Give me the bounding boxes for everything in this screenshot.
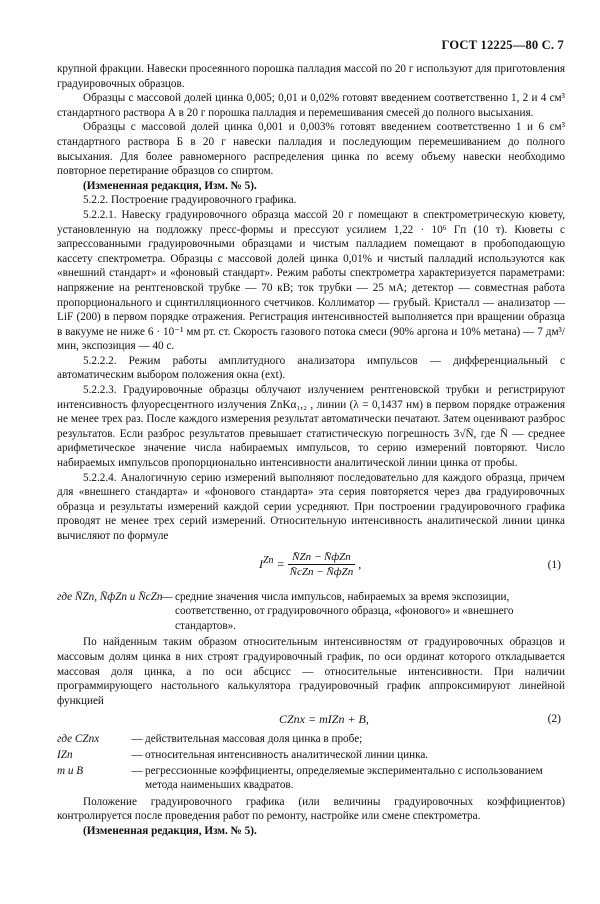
- formula-1: [57, 548, 565, 586]
- formula-1-numerator: N̄Zn − N̄фZn: [288, 550, 356, 566]
- paragraph: 5.2.2.2. Режим работы амплитудного анализатора импульсов — дифференциальный с автоматическим выбором положения окна (ext).: [57, 354, 565, 382]
- paragraph: 5.2.2.3. Градуировочные образцы облучают излучением рентгеновской трубки и регистрируют интенсивность флуоресцентного излучения ZnKα₁,₂ , линии (λ = 0,1437 нм) в первом порядке отражения не менее трех раз. После каждого измерения результат автоматически печатают. Затем оценивают разброс результатов. Если разброс результатов превышает статистическую погрешность 3√N̄, где N̄ — среднее арифметическое значение числа набираемых импульсов, то серию измерений повторяют. Число набираемых импульсов пропорционально интенсивности аналитической линии цинка от пробы.: [57, 384, 565, 470]
- formula-1-denominator: N̄cZn − N̄фZn: [289, 566, 354, 579]
- formula-2-expression: CZnx = mIZn + B,: [279, 712, 369, 727]
- definition-symbol: IZn: [57, 748, 73, 761]
- amendment-note: (Измененная редакция, Изм. № 5).: [83, 179, 257, 192]
- definition-text: действительная массовая доля цинка в пробе;: [145, 733, 363, 746]
- definition-symbol: m и B: [57, 764, 84, 777]
- formula-1-number: (1): [547, 558, 561, 571]
- formula-2-number: (2): [547, 713, 561, 726]
- formula-2: [57, 710, 565, 730]
- page-header: ГОСТ 12225—80 С. 7: [441, 38, 564, 52]
- formula-1-expression: $I^{Zn}$ = $\frac{\text{N̄Zn − N̄фZn}}{\text{N̄cZn − N̄фZn}}$ ,: [259, 550, 362, 579]
- paragraph: Положение градуировочного графика (или величины градуировочных коэффициентов) контролируется после проведения работ по ремонту, настройке или смене спектрометра.: [57, 795, 565, 823]
- definition-text: средние значения числа импульсов, набираемых за время экспозиции, соответственно, от градуировочного образца, «фонового» и «внешнего стандартов».: [175, 590, 514, 632]
- definition-dash: —: [131, 733, 143, 746]
- paragraph: Образцы с массовой долей цинка 0,005; 0,01 и 0,02% готовят введением соответственно 1, 2 и 4 см³ стандартного раствора А в 20 г порошка палладия и перемешивания смесей до полного высыхания.: [57, 92, 565, 119]
- definition-symbol: где N̄Zn, N̄фZn и N̄cZn: [57, 590, 163, 603]
- paragraph: 5.2.2.4. Аналогичную серию измерений выполняют последовательно для каждого образца, причем для «внешнего стандарта» и «фонового стандарта» эта серия повторяется через два градуировочных образца и результаты измерений каждой серии усредняют. При построении градуировочного графика проводят не менее трех серий измерений. Относительную интенсивность аналитической линии цинка вычисляют по формуле: [57, 471, 565, 542]
- paragraph: 5.2.2.1. Навеску градуировочного образца массой 20 г помещают в спектрометрическую кювету, установленную на подложку пресс-формы и прессуют усилием 1,22 · 10⁶ Гп (10 т). Кюветы с запрессованными градуировочными образцами и чистым палладием помещают в пробоподающую кассету спектрометра. Образцы с массовой долей цинка 0,01% и чистый палладий используются как «внешний стандарт» и «фоновый стандарт». Режим работы спектрометра характеризуется параметрами: напряжение на рентгеновской трубке — 70 кВ; ток трубки — 25 мА; детектор — совместная работа пропорционального и сцинтилляционного счетчиков. Коллиматор — грубый. Кристалл — анализатор — LiF (200) в первом порядке отражения. Регистрация интенсивностей выполняется при вращении образца в вакууме не ниже 6 · 10⁻¹ мм рт. ст. Скорость газового потока смеси (90% аргона и 10% метана) — 7 дм³/мин, экспозиция — 40 с.: [57, 208, 565, 353]
- definition-dash: —: [131, 764, 143, 777]
- paragraph: крупной фракции. Навески просеянного порошка палладия массой по 20 г используют для приготовления градуировочных образцов.: [57, 63, 565, 90]
- section-heading: 5.2.2. Построение градуировочного графика.: [83, 194, 297, 207]
- formula-1-lhs-sup: Zn: [263, 554, 274, 566]
- paragraph: По найденным таким образом относительным интенсивностям от градуировочных образцов и массовым долям цинка в них строят градуировочный график, по оси ординат которого откладывается массовая доля цинка, а по оси абсцисс — относительные интенсивности. При наличии программирующего настольного калькулятора градуировочный график аппроксимируют линейной функцией: [57, 636, 565, 707]
- definition-dash: —: [161, 590, 173, 603]
- amendment-note: (Измененная редакция, Изм. № 5).: [83, 824, 257, 837]
- formula-1-lhs: I: [259, 556, 263, 571]
- document-body: [57, 62, 565, 839]
- formula-1-definitions: [57, 590, 565, 634]
- definition-symbol: где CZnx: [57, 733, 100, 746]
- formula-1-fraction: [288, 550, 356, 580]
- definition-text: относительная интенсивность аналитической линии цинка.: [145, 748, 429, 761]
- definition-dash: —: [131, 748, 143, 761]
- definition-text: регрессионные коэффициенты, определяемые экспериментально с использованием метода наименьших квадратов.: [145, 764, 543, 792]
- paragraph: Образцы с массовой долей цинка 0,001 и 0,003% готовят введением соответственно 1 и 6 см³ стандартного раствора Б в 20 г навески палладия и последующим перемешиванием до полного высыхания. Для более равномерного распределения цинка по всему объему навески необходимо повторное перетирание образцов со спиртом.: [57, 121, 565, 178]
- formula-2-definitions: [57, 732, 565, 792]
